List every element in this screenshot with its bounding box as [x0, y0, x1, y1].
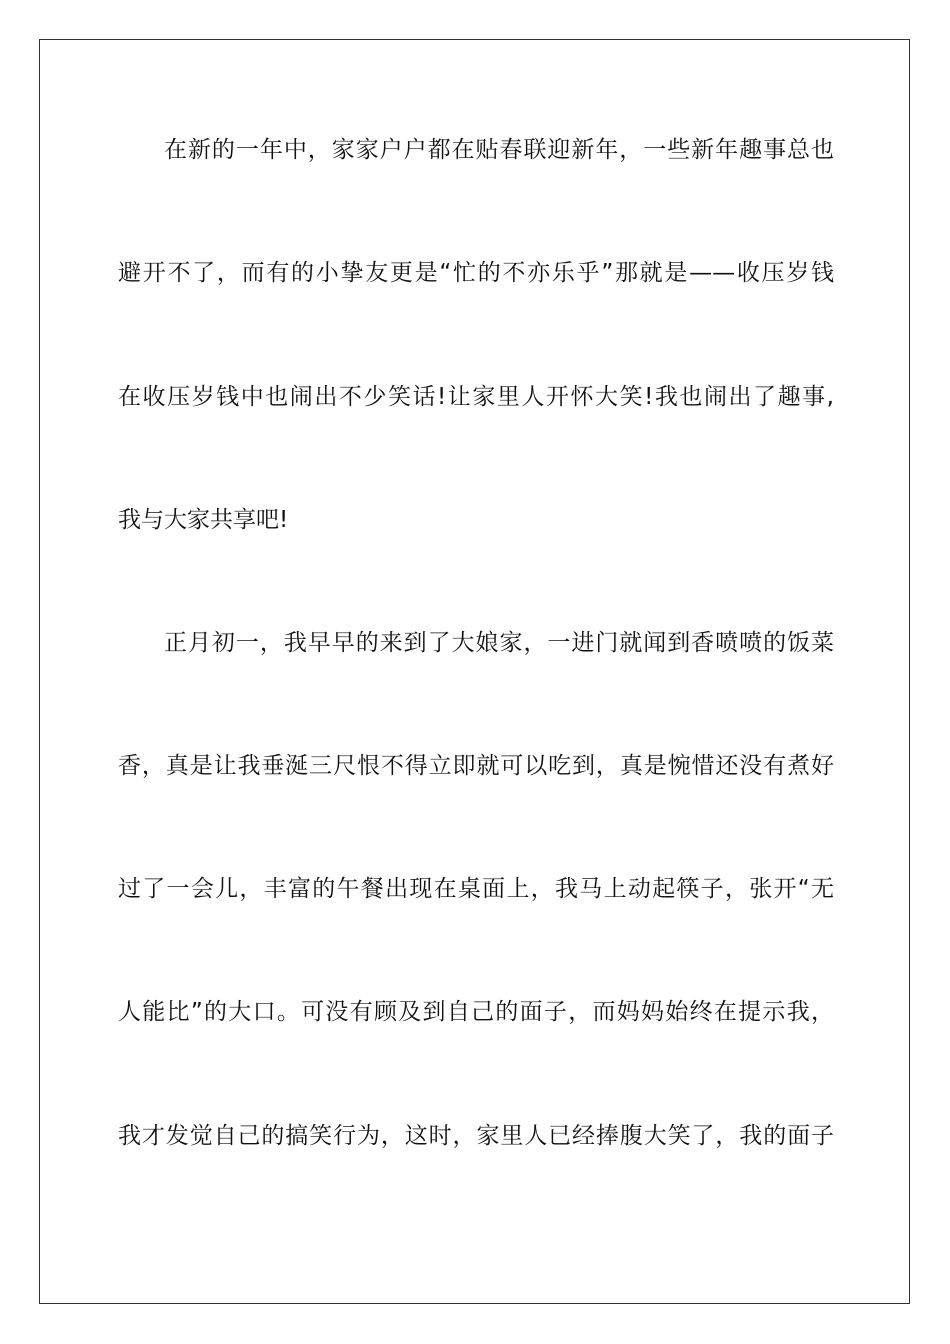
- paragraph-1-line-1: 在新的一年中，家家户户都在贴春联迎新年，一些新年趣事总也: [164, 137, 834, 163]
- page-border: [39, 39, 910, 1304]
- paragraph-1-line-3: 在收压岁钱中也闹出不少笑话!让家里人开怀大笑!我也闹出了趣事,: [118, 384, 834, 410]
- paragraph-1-line-2: 避开不了，而有的小挚友更是“忙的不亦乐乎”那就是——收压岁钱: [118, 260, 834, 286]
- paragraph-2-line-2: 香，真是让我垂涎三尺恨不得立即就可以吃到，真是惋惜还没有煮好: [118, 753, 834, 779]
- paragraph-1-line-4: 我与大家共享吧!: [118, 507, 289, 533]
- paragraph-2-line-3: 过了一会儿，丰富的午餐出现在桌面上，我马上动起筷子，张开“无: [118, 876, 834, 902]
- paragraph-2-line-4: 人能比”的大口。可没有顾及到自己的面子，而妈妈始终在提示我，: [118, 999, 834, 1025]
- paragraph-2-line-1: 正月初一，我早早的来到了大娘家，一进门就闻到香喷喷的饭菜: [164, 630, 834, 656]
- paragraph-2-line-5: 我才发觉自己的搞笑行为，这时，家里人已经捧腹大笑了，我的面子: [118, 1123, 834, 1149]
